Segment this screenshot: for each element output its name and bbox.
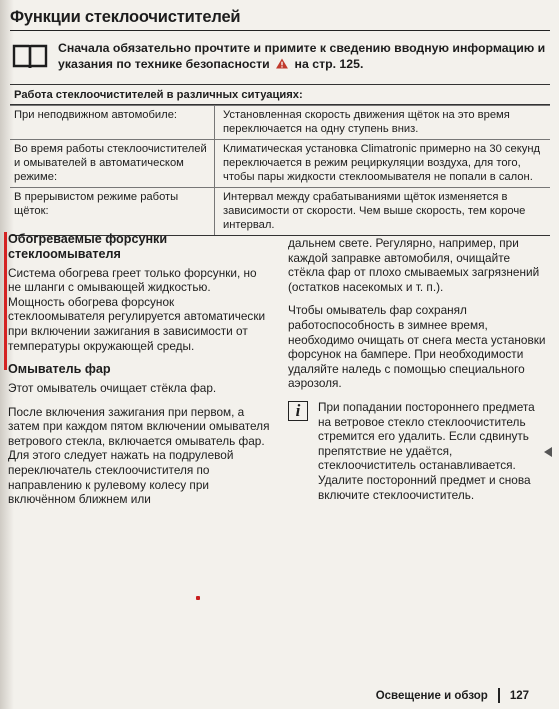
paragraph: Система обогрева греет только форсунки, но не шланги с омывающей жидкостью. Мощность обогрева форсунок стеклоомывателя регулируется автоматически при включении зажигания в зависимости от температуры окружающей среды. [8, 265, 266, 353]
table-row [10, 139, 550, 187]
table-row [10, 105, 550, 139]
highlight-bar [4, 232, 7, 370]
heading-headlight-washer: Омыватель фар [8, 362, 111, 377]
paragraph: Чтобы омыватель фар сохранял работоспособность в зимнее время, необходимо очищать от снега места установки форсунок на бампере. При необходимости удаляйте наледь с помощью специального аэрозоля. [288, 303, 546, 391]
right-column [288, 236, 546, 502]
table-header: Работа стеклоочистителей в различных ситуациях: [10, 85, 550, 105]
book-icon [12, 42, 48, 70]
red-mark-dot [196, 596, 200, 600]
intro-text-after: на стр. 125. [294, 57, 364, 71]
info-icon: i [288, 401, 308, 421]
paragraph: Этот омыватель очищает стёкла фар. [8, 380, 217, 395]
wiper-situations-table [10, 84, 550, 236]
heading-heated-nozzles: Обогреваемые форсунки стеклоомывателя [8, 232, 168, 261]
info-note-text: При попадании постороннего предмета на ветровое стекло стеклоочиститель стремится его удалить. Если сдвинуть препятствие не удаётся, стеклоочиститель останавливается. Удалите посторонний предмет и снова включите стеклоочиститель. [318, 399, 535, 502]
table-row [10, 187, 550, 235]
footer-section: Освещение и обзор [375, 689, 488, 702]
table-cell-situation: Во время работы стеклоочистителей и омывателей в автоматическом режиме: [10, 140, 215, 187]
table-cell-action: Климатическая установка Climatronic примерно на 30 секунд переключается в режим рециркуляции воздуха, для того, чтобы пары жидкости стеклоомывателя не попали в салон. [223, 143, 541, 183]
continue-arrow-icon [544, 447, 552, 457]
table-cell-action: Интервал между срабатываниями щёток изменяется в зависимости от скорости. Чем выше скорость, тем короче интервал. [223, 191, 526, 231]
table-cell-action: Установленная скорость движения щёток на это время переключается на одну ступень вниз. [223, 109, 510, 135]
page-footer [376, 688, 529, 703]
page-title: Функции стеклоочистителей [10, 8, 550, 31]
paragraph: После включения зажигания при первом, а затем при каждом пятом включении омывателя ветрового стекла, включается омыватель фар. Для этого следует нажать на подрулевой переключатель стеклоочистителя по направлению к рулевому колесу при включённом ближнем или [8, 404, 270, 507]
paragraph: дальнем свете. Регулярно, например, при каждой заправке автомобиля, очищайте стёкла фар от плохо смываемых загрязнений (остатков насекомых и т. п.). [288, 236, 540, 294]
intro-text-before: Сначала обязательно прочтите и примите к сведению вводную информацию и указания по технике безопасности [58, 41, 546, 71]
intro-notice [10, 40, 550, 76]
page-number: 127 [509, 689, 529, 702]
info-note [288, 400, 546, 502]
table-cell-situation: При неподвижном автомобиле: [10, 106, 215, 139]
left-column [8, 232, 270, 516]
intro-text [58, 40, 548, 72]
footer-divider [498, 688, 500, 703]
warning-triangle-icon [275, 58, 289, 69]
table-cell-situation: В прерывистом режиме работы щёток: [10, 188, 215, 235]
